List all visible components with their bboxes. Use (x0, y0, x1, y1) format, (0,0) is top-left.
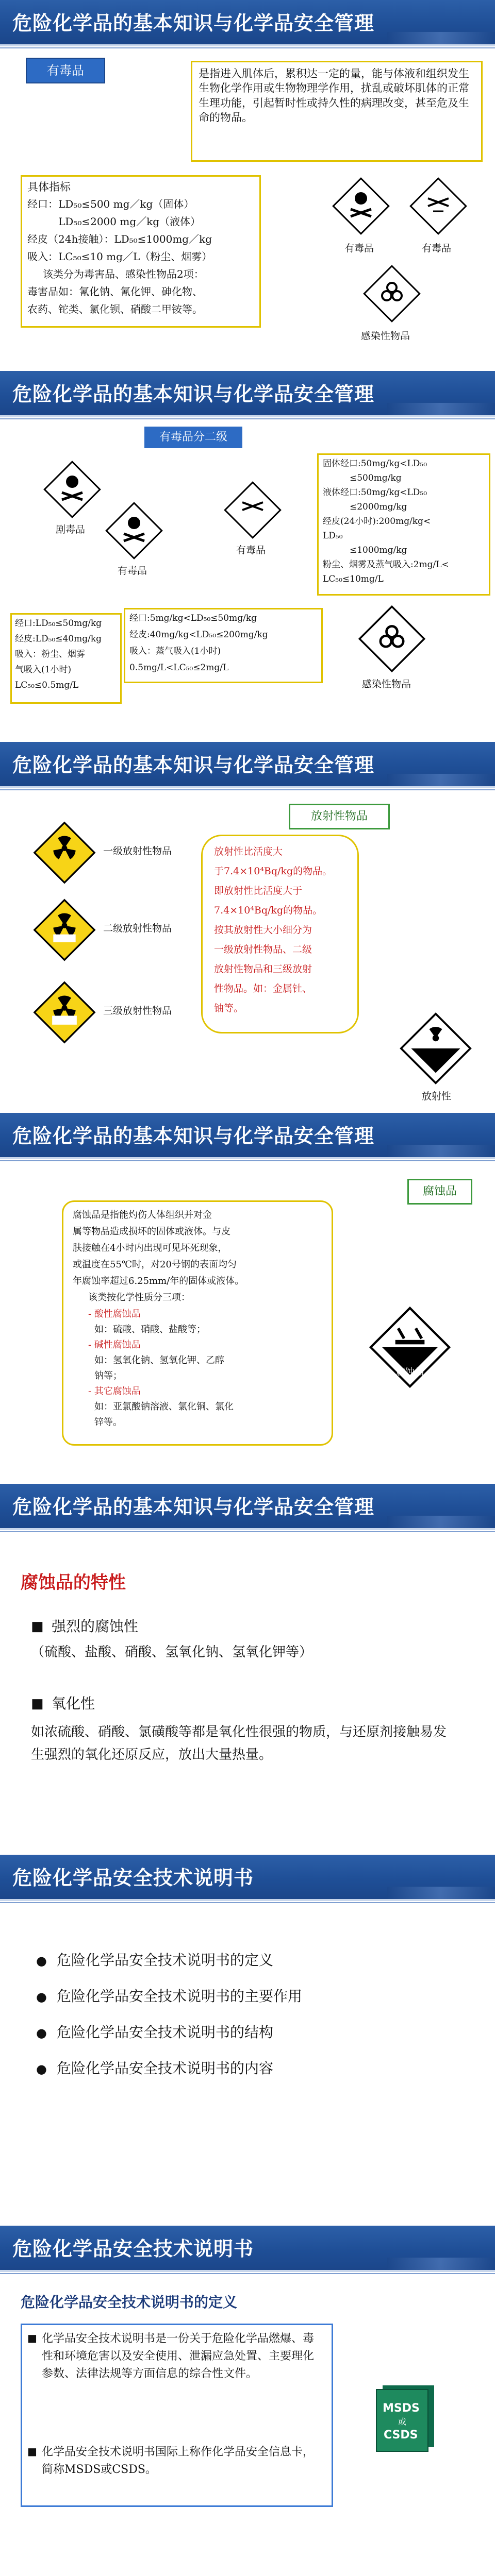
grade-line: LD₅₀ (323, 531, 343, 541)
grade-line: ≤1000mg/kg (350, 545, 407, 555)
category-tag: 放射性物品 (289, 804, 390, 829)
diamond-caption: 剧毒品 (56, 524, 86, 535)
grade-line: 粉尘、烟雾及蒸气吸入:2mg/L< (323, 560, 449, 570)
diamond-caption: 有毒品 (422, 243, 452, 254)
toxic-label-icon (103, 500, 165, 562)
toxic-label-icon (330, 175, 392, 237)
body-line: - 其它腐蚀品 (88, 1386, 141, 1397)
category-tag: 有毒品 (26, 58, 105, 83)
definition-text: 是指进入肌体后，累积达一定的量，能与体液和组织发生生物化学作用或生物物理学作用，扰乱或破坏肌体的正常生理功能，引起暂时性或持久性的病理改变，甚至危及生命的物品。 (199, 67, 469, 124)
body-line: 该类按化学性质分三项： (88, 1292, 190, 1303)
section-subtitle: 危险化学品安全技术说明书的定义 (21, 2294, 238, 2311)
body-line: 年腐蚀率超过6.25mm/年的固体或液体。 (73, 1276, 244, 1286)
slide-toxic-grades (0, 371, 495, 742)
slide-header (0, 1484, 495, 1528)
diamond-caption: 腐蚀品 (396, 1367, 424, 1378)
definition-text: 化学品安全技术说明书是一份关于危险化学品燃爆、毒性和环境危害以及安全使用、泄漏应急处置、主要理化参数、法律法规等方面信息的综合性文件。 (42, 2332, 315, 2381)
toxic-label-icon (222, 479, 284, 541)
bullet-dot: ■ (27, 2332, 37, 2344)
bullet-dot: ■ (27, 2445, 37, 2458)
indicator-box (21, 175, 261, 328)
body-line: - 酸性腐蚀品 (88, 1309, 141, 1319)
diamond-caption: 感染性物品 (361, 330, 410, 342)
body-line: 钠等； (94, 1370, 122, 1381)
definition-text: 化学品安全技术说明书国际上称作化学品安全信息卡，简称MSDS或CSDS。 (42, 2446, 315, 2477)
category-tag: 腐蚀品 (407, 1179, 472, 1205)
indicator-line: 经皮（24h接触）：LD₅₀≤1000mg／kg (27, 233, 212, 245)
highly-toxic-label-icon (41, 459, 103, 520)
grade-box-right (317, 453, 490, 596)
slide-title: 危险化学品安全技术说明书 (12, 1867, 254, 1889)
badge-text: 或 (398, 2417, 407, 2427)
grade-box-middle (124, 608, 323, 683)
grade-line: LC₅₀≤10mg/L (323, 574, 384, 584)
body-line: 7.4×10⁴Bq/kg的物品。 (214, 905, 323, 916)
biohazard-label-icon (361, 263, 423, 325)
diamond-caption: 有毒品 (118, 565, 147, 577)
body-line: 如：亚氯酸钠溶液、氯化铜、氯化 (94, 1401, 234, 1412)
radioactive-ii-label-icon (31, 896, 98, 963)
slide-title: 危险化学品安全技术说明书 (12, 2238, 254, 2260)
diamond-caption: 感染性物品 (362, 679, 411, 690)
body-line: 肤接触在4小时内出现可见坏死现象， (73, 1243, 227, 1253)
definition-box (191, 61, 483, 162)
body-line: - 碱性腐蚀品 (88, 1340, 141, 1350)
diamond-caption: 三级放射性物品 (103, 1005, 172, 1016)
property-body: （硫酸、盐酸、硝酸、氢氧化钠、氢氧化钾等） (31, 1645, 313, 1660)
radioactive-i-label-icon (31, 819, 98, 886)
radioactive-text-box (201, 835, 359, 1033)
slide-corrosive (0, 1113, 495, 1484)
indicator-line: 该类分为毒害品、感染性物品2项： (43, 268, 204, 280)
biohazard-label-icon (356, 603, 428, 675)
indicator-line: 农药、铊类、氯化钡、硝酸二甲铵等。 (27, 303, 203, 315)
grade-line: ≤500mg/kg (350, 473, 402, 483)
grade-line: 固体经口:50mg/kg<LD₅₀ (323, 459, 427, 469)
grade-line: 吸入：蒸气吸入(1小时) (129, 646, 221, 656)
body-line: 锌等。 (94, 1417, 122, 1428)
corrosive-text-box (62, 1200, 333, 1446)
slide-title: 危险化学品的基本知识与化学品安全管理 (12, 754, 375, 776)
indicator-line: LD₅₀≤2000 mg／kg（液体） (58, 215, 201, 228)
slide-header (0, 2226, 495, 2270)
diamond-caption: 一级放射性物品 (103, 845, 172, 857)
slide-header (0, 742, 495, 786)
category-tag: 有毒品分二级 (144, 427, 242, 448)
bullet-dot: ■ (31, 1696, 44, 1711)
bullet-dot: ● (36, 1954, 47, 1968)
radioactive-iii-label-icon (31, 979, 98, 1046)
body-line: 即放射性比活度大于 (214, 885, 303, 896)
diamond-caption: 二级放射性物品 (103, 923, 172, 934)
slide-title: 危险化学品的基本知识与化学品安全管理 (12, 1496, 375, 1518)
diamond-caption: 有毒品 (344, 243, 374, 254)
indicator-line: 经口：LD₅₀≤500 mg／kg（固体） (27, 198, 194, 210)
grade-line: 经口:5mg/kg<LD₅₀≤50mg/kg (129, 613, 257, 623)
body-line: 铀等。 (214, 1003, 244, 1014)
slide-toxic (0, 0, 495, 371)
slide-radioactive (0, 742, 495, 1113)
body-line: 按其放射性大小细分为 (214, 924, 312, 936)
body-line: 如：硫酸、硝酸、盐酸等； (94, 1324, 206, 1335)
body-line: 属等物品造成损坏的固体或液体。与皮 (73, 1226, 230, 1237)
property-body: 如浓硫酸、硝酸、氯磺酸等都是氧化性很强的物质，与还原剂接触易发生强烈的氧化还原反应，放出大量热量。 (31, 1724, 447, 1763)
grade-line: ≤2000mg/kg (350, 502, 407, 512)
msds-csds-badge (371, 2380, 438, 2452)
body-line: 如：氢氧化钠、氢氧化钾、乙醇 (94, 1355, 224, 1366)
slide-title: 危险化学品的基本知识与化学品安全管理 (12, 12, 375, 35)
badge-text: MSDS (383, 2402, 420, 2415)
grade-box-left (10, 613, 122, 704)
grade-line: 经口:LD₅₀≤50mg/kg (15, 618, 102, 629)
grade-line: LC₅₀≤0.5mg/L (15, 680, 79, 690)
slide-title: 危险化学品的基本知识与化学品安全管理 (12, 383, 375, 405)
section-heading: 腐蚀品的特性 (21, 1572, 126, 1593)
outline-item: 危险化学品安全技术说明书的结构 (57, 2024, 274, 2041)
outline-item: 危险化学品安全技术说明书的主要作用 (57, 1988, 303, 2005)
bullet-dot: ■ (31, 1619, 44, 1634)
slide-header (0, 371, 495, 415)
radioactive-label-icon (397, 1010, 474, 1087)
bullet-dot: ● (36, 2062, 47, 2076)
grade-line: 液体经口:50mg/kg<LD₅₀ (323, 487, 427, 498)
property-title: 氧化性 (52, 1695, 95, 1712)
slide-header (0, 0, 495, 44)
grade-line: 经皮:40mg/kg<LD₅₀≤200mg/kg (129, 630, 268, 640)
slide-header (0, 1113, 495, 1157)
toxic-label-icon (407, 175, 469, 237)
grade-line: 0.5mg/L<LC₅₀≤2mg/L (129, 663, 229, 673)
slide-msds-outline (0, 1855, 495, 2226)
grade-line: 经皮(24小时):200mg/kg< (323, 516, 431, 527)
slide-title: 危险化学品的基本知识与化学品安全管理 (12, 1125, 375, 1147)
badge-text: CSDS (384, 2429, 418, 2442)
body-line: 放射性比活度大 (214, 846, 283, 857)
body-line: 于7.4×10⁴Bq/kg的物品。 (214, 866, 333, 877)
slide-msds-definition (0, 2226, 495, 2576)
body-line: 放射性物品和三级放射 (214, 963, 312, 975)
grade-line: 吸入：粉尘、烟雾 (15, 649, 85, 659)
bullet-dot: ● (36, 1990, 47, 2004)
diamond-caption: 有毒品 (236, 545, 266, 556)
grade-line: 经皮:LD₅₀≤40mg/kg (15, 634, 102, 644)
indicator-line: 吸入：LC₅₀≤10 mg／L（粉尘、烟雾） (27, 250, 212, 263)
definition-box (21, 2324, 333, 2507)
grade-line: 气吸入(1小时) (15, 665, 72, 675)
slide-header (0, 1855, 495, 1899)
body-line: 或温度在55℃时，对20号钢的表面均匀 (73, 1259, 237, 1270)
body-line: 腐蚀品是指能灼伤人体组织并对金 (73, 1210, 212, 1221)
outline-item: 危险化学品安全技术说明书的定义 (57, 1952, 274, 1969)
diamond-caption: 放射性 (422, 1091, 452, 1102)
body-line: 一级放射性物品、二级 (214, 944, 312, 955)
body-line: 性物品。如：金属钍、 (214, 983, 312, 994)
property-title: 强烈的腐蚀性 (52, 1618, 139, 1635)
indicator-line: 毒害品如：氰化钠、氰化钾、砷化物、 (27, 285, 203, 298)
indicator-title: 具体指标 (27, 181, 71, 193)
outline-item: 危险化学品安全技术说明书的内容 (57, 2060, 274, 2077)
bullet-dot: ● (36, 2026, 47, 2040)
slide-corrosive-properties (0, 1484, 495, 1855)
